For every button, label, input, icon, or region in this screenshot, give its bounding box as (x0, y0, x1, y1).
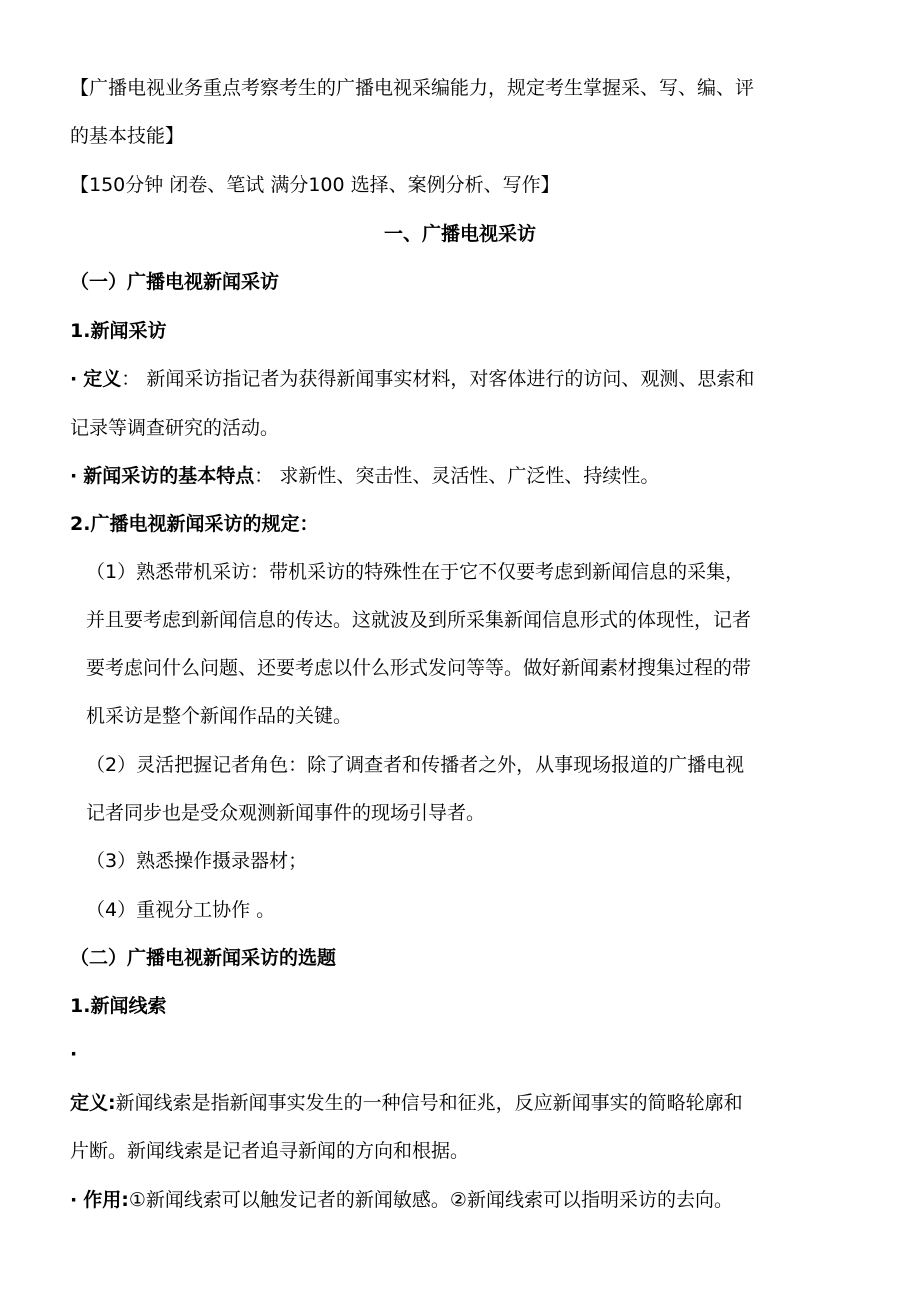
definition-label: 定义 (83, 368, 122, 390)
definition-text-1: 新闻采访指记者为获得新闻事实材料，对客体进行的访问、观测、思索和 (146, 368, 755, 390)
clue-function-line (70, 1186, 860, 1214)
item-1-line-1: （1）熟悉带机采访：带机采访的特殊性在于它不仅要考虑到新闻信息的采集， (86, 561, 745, 583)
clue-definition-label: 定义: (70, 1092, 116, 1114)
features-line (70, 462, 860, 490)
item-4: （4）重视分工协作 。 (86, 899, 276, 921)
item-3: （3）熟悉操作摄录器材； (86, 850, 308, 872)
definition-line-1 (70, 365, 860, 393)
features-colon: ： (254, 465, 274, 487)
features-text: 求新性、突击性、灵活性、广泛性、持续性。 (279, 465, 660, 487)
clue-definition-line-1 (70, 1089, 860, 1117)
bullet: · (70, 1189, 78, 1211)
item-1-line-3: 要考虑问什么问题、还要考虑以什么形式发问等等。做好新闻素材搜集过程的带 (86, 657, 752, 679)
section-1-heading: （一）广播电视新闻采访 (70, 271, 280, 293)
item-1-line-4: 机采访是整个新闻作品的关键。 (86, 705, 353, 727)
clue-definition-text-1: 新闻线索是指新闻事实发生的一种信号和征兆，反应新闻事实的简略轮廓和 (115, 1092, 743, 1114)
clue-function-label: 作用: (83, 1189, 129, 1211)
chapter-title: 一、广播电视采访 (383, 223, 536, 245)
item-2-line-1: （2）灵活把握记者角色：除了调查者和传播者之外，从事现场报道的广播电视 (86, 754, 745, 776)
subsection-1-2-heading: 2.广播电视新闻采访的规定： (70, 513, 319, 535)
bullet: · (70, 368, 78, 390)
intro-line-1: 【广播电视业务重点考察考生的广播电视采编能力，规定考生掌握采、写、编、评 (70, 77, 755, 99)
definition-line-2: 记录等调查研究的活动。 (70, 417, 280, 439)
clue-definition-line-2: 片断。新闻线索是记者追寻新闻的方向和根据。 (70, 1140, 470, 1162)
clue-function-text: ①新闻线索可以触发记者的新闻敏感。②新闻线索可以指明采访的去向。 (128, 1189, 733, 1211)
exam-info: 【150分钟 闭卷、笔试 满分100 选择、案例分析、写作】 (70, 174, 560, 196)
bullet: · (70, 465, 78, 487)
definition-colon: ： (121, 368, 141, 390)
section-2-heading: （二）广播电视新闻采访的选题 (70, 947, 337, 969)
item-1-line-2: 并且要考虑到新闻信息的传达。这就波及到所采集新闻信息形式的体现性，记者 (86, 609, 752, 631)
bullet-line: · (70, 1043, 78, 1065)
features-label: 新闻采访的基本特点 (83, 465, 255, 487)
subsection-2-1-heading: 1.新闻线索 (70, 995, 167, 1017)
intro-line-2: 的基本技能】 (70, 125, 185, 147)
subsection-1-1-heading: 1.新闻采访 (70, 320, 167, 342)
item-2-line-2: 记者同步也是受众观测新闻事件的现场引导者。 (86, 802, 486, 824)
